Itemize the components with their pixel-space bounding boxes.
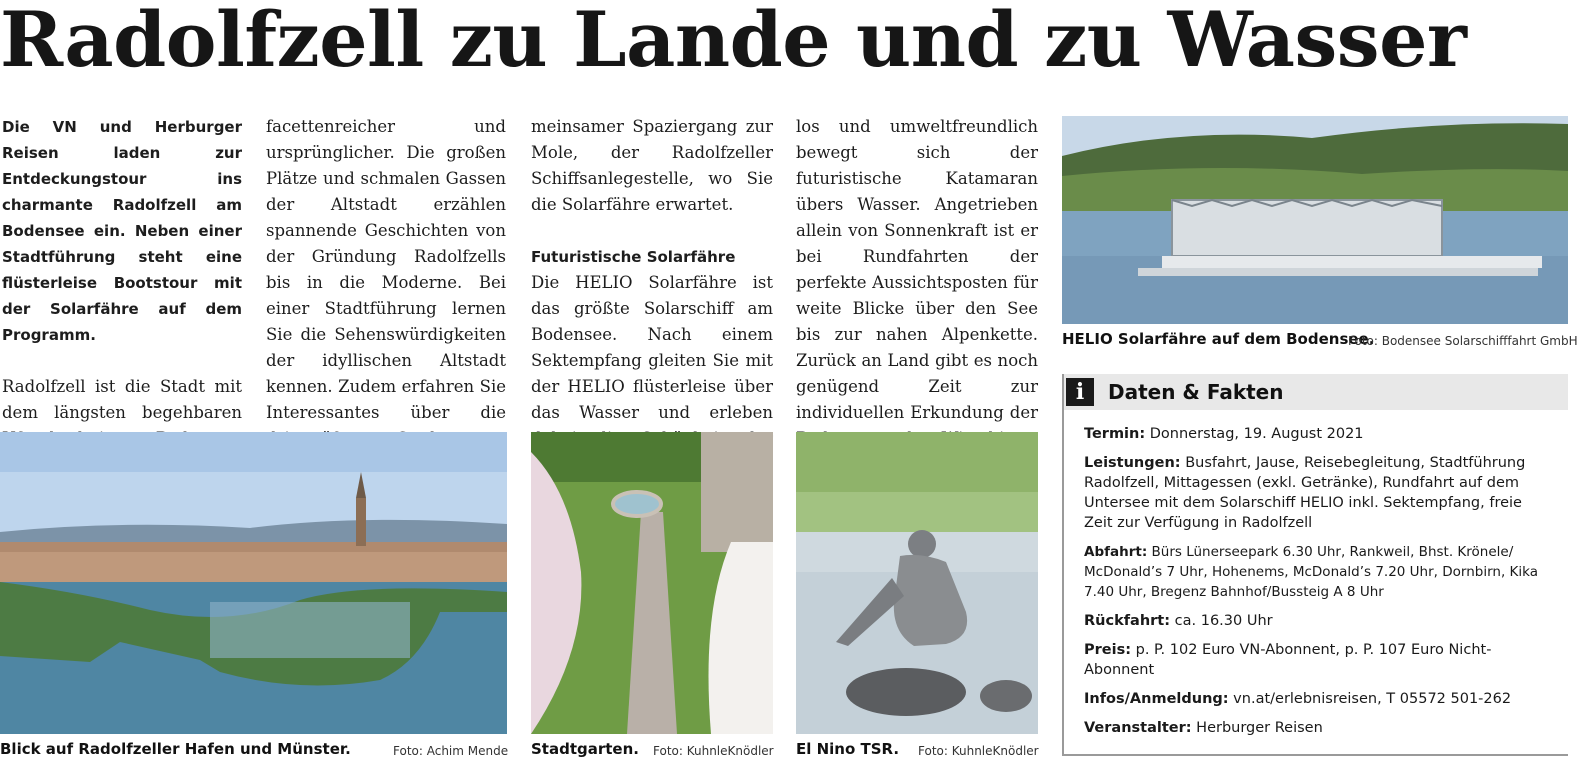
facts-list	[1084, 424, 1554, 747]
headline: Radolfzell zu Lande und zu Wasser	[0, 0, 1467, 84]
garden-photo	[531, 432, 773, 734]
fact-abfahrt: Abfahrt: Bürs Lünerseepark 6.30 Uhr, Rankweil, Bhst. Krönele/ McDonald’s 7 Uhr, Hohenems, McDonald’s 7.20 Uhr, Dornbirn, Kika 7.40 Uhr, Bregenz Bahnhof/Bussteig A 8 Uhr	[1084, 544, 1539, 600]
facts-header	[1064, 374, 1568, 410]
fact-infos: Infos/Anmeldung: vn.at/erlebnisreisen, T 05572 501-262	[1084, 691, 1512, 707]
subheading-solarfaehre: Futuristische Solarfähre	[531, 248, 736, 266]
facts-box	[1062, 374, 1568, 756]
statue-credit: Foto: KuhnleKnödler	[918, 744, 1039, 758]
statue-caption: El Nino TSR.	[796, 740, 900, 758]
fact-veranstalter: Veranstalter: Herburger Reisen	[1084, 720, 1323, 736]
ferry-caption: HELIO Solarfähre auf dem Bodensee.	[1062, 330, 1375, 348]
harbor-credit: Foto: Achim Mende	[393, 744, 509, 758]
ferry-credit: Foto: Bodensee Solarschifffahrt GmbH	[1348, 334, 1578, 348]
fact-rueckfahrt: Rückfahrt: ca. 16.30 Uhr	[1084, 613, 1273, 629]
fact-preis: Preis: p. P. 102 Euro VN-Abonnent, p. P. 107 Euro Nicht-Abonnent	[1084, 642, 1492, 678]
article-text-4: los und umweltfreundlich bewegt sich der futuristische Katamaran übers Wasser. Angetrieben allein von Sonnenkraft ist er bei Rundfahrten der perfekte Aussichtsposten für weite Blicke über den See bis zur nahen Alpenkette. Zurück an Land gibt es noch genügend Zeit zur individuellen Erkundung der	[796, 114, 1038, 530]
article-text-2: facettenreicher und ursprünglicher. Die großen Plätze und schmalen Gassen der Altstadt erzählen spannende Geschichten von der Gründung Radolfzells bis in die Moderne. Bei einer Stadtführung lernen Sie die Sehenswürdigkeiten der idyllischen Altstadt kennen. Zudem erfahren Sie Interessantes über die	[266, 117, 506, 422]
article-lead: Die VN und Herburger Reisen laden zur Entdeckungstour ins charmante Radolfzell am Bodensee ein. Neben einer Stadtführung steht eine flüsterleise Bootstour mit der Solarfähre auf dem Programm.	[2, 118, 242, 344]
info-icon: i	[1066, 378, 1094, 406]
article-text-3a: meinsamer Spaziergang zur Mole, der Radolfzeller Schiffsanlegestelle, wo Sie die Solarfähre erwartet.	[531, 117, 773, 214]
facts-title: Daten & Fakten	[1108, 380, 1284, 404]
harbor-photo	[0, 432, 507, 734]
fact-leistungen: Leistungen: Busfahrt, Jause, Reisebegleitung, Stadtführung Radolfzell, Mittagessen (exkl. Getränke), Rundfahrt auf dem Untersee mit dem Solarschiff HELIO inkl. Sektempfang, freie Zeit zur Verfügung in Radolfzell	[1084, 455, 1526, 531]
fact-termin: Termin: Donnerstag, 19. August 2021	[1084, 426, 1364, 442]
article-text-1: Radolfzell ist die Stadt mit dem längsten begehbaren	[2, 377, 242, 422]
garden-credit: Foto: KuhnleKnödler	[653, 744, 774, 758]
harbor-caption: Blick auf Radolfzeller Hafen und Münster.	[0, 740, 351, 758]
ferry-photo	[1062, 116, 1568, 324]
garden-caption: Stadtgarten.	[531, 740, 639, 758]
statue-photo	[796, 432, 1038, 734]
article-text-3b: Die HELIO Solarfähre ist das größte Solarschiff am Bodensee. Nach einem Sektempfang gleiten Sie mit der HELIO flüsterleise über das Wasser und erleben	[531, 273, 773, 422]
